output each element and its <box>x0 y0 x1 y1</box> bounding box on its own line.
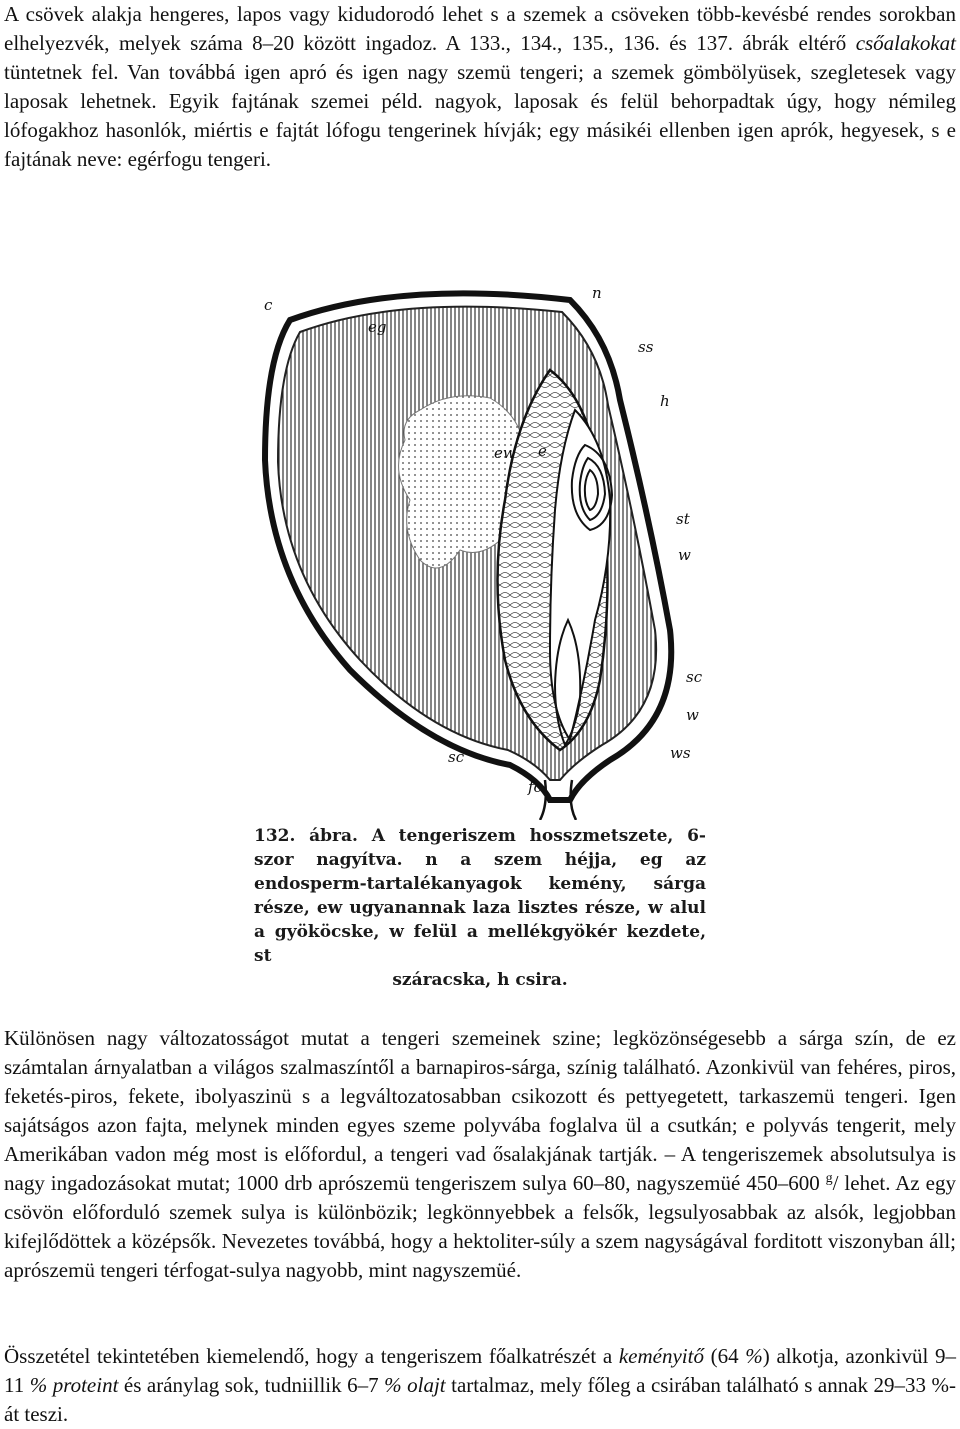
text-run: Összetétel tekintetében kiemelendő, hogy a tengeriszem főalkatrészét a <box>4 1344 619 1368</box>
label-ws: ws <box>670 744 691 762</box>
label-w-lower: w <box>686 706 699 724</box>
kernel-section-figure <box>250 280 720 820</box>
paragraph-intro <box>4 0 956 174</box>
caption-text-end: száracska, h csira. <box>392 970 568 990</box>
text-run: tartalmaz, mely főleg a csirában található s annak 29–33 %-át teszi. <box>4 1373 956 1426</box>
text-run: A csövek alakja hengeres, lapos vagy kidudorodó lehet s a szemek a csöveken több-kevésbé rendes sorokban elhelyezvék, melyek száma 8–20 között ingadoz. A 133., 134., 135., 136. és 137. ábrák eltérő <box>4 2 956 55</box>
text-run: és aránylag sok, tudniillik 6–7 <box>118 1373 385 1397</box>
text-run: Különösen nagy változatosságot mutat a tengeri szemeinek szine; legközönségesebb a sárga szín, de ez számtalan árnyalatban a világos szalmaszíntől a barnapiros-sárga, színig található. Azonkivül van fehéres, piros, feketés-piros, fekete, ibolyaszinü s a legváltozatosabban csikozott és pettyegetett, tarkaszemü tengeri. Igen sajátságos azon fajta, melynek minden egyes szeme polyvába foglalva ül a csutkán; e polyvás tengerit, mely Amerikában vadon még most is előfordul, a tengeri vad ősalakjának tartják. – A tengeriszemek absolutsulya is nagy ingadozásokat mutat; 1000 drb aprószemü tengeriszem sulya 60–80, nagyszemüé 450–600 <box>4 1026 956 1195</box>
label-w-upper: w <box>678 546 691 564</box>
paragraph-color-weight <box>4 1024 956 1285</box>
text-run: / lehet. Az egy csövön előforduló szemek sulya is különbözik; legkönnyebbek a felsők, legsulyosabbak az alsók, legjobban kifejlődöttek a középsők. Nevezetes továbbá, hogy a hektoliter-súly a szem nagyságával forditott viszonyban áll; aprószemü tengeri térfogat-sulya nagyobb, mint nagyszemüé. <box>4 1171 956 1282</box>
superscript-unit: g <box>825 1171 833 1186</box>
italic-term: % olajt <box>384 1373 446 1397</box>
label-n: n <box>592 284 602 302</box>
text-run: ) alkotja, azonkivül 9–11 <box>4 1344 956 1397</box>
label-st: st <box>676 510 690 528</box>
label-c: c <box>264 296 273 314</box>
text-run: tüntetnek fel. Van továbbá igen apró és igen nagy szemü tengeri; a szemek gömbölyüsek, szegletesek vagy laposak lehetnek. Egyik fajtának szemei péld. nagyok, laposak és felül behorpadtak úgy, hogy némileg lófogakhoz hasonlók, miértis e fajtát lófogu tengerinek hívják; egy másikéi ellenben igen aprók, hegyesek, s e fajtának neve: egérfogu tengeri. <box>4 60 956 171</box>
label-eg: eg <box>368 318 387 336</box>
italic-term: keményitő <box>618 1344 704 1368</box>
figure-caption <box>254 824 706 992</box>
label-h: h <box>660 392 670 410</box>
caption-text: 132. ábra. A tengeriszem hosszmetszete, 6-szor nagyítva. n a szem héjja, eg az endosperm-tartalékanyagok kemény, sárga része, ew ugyanannak laza lisztes része, w alul a gyököcske, w felül a mellékgyökér kezdete, st <box>254 826 706 966</box>
italic-term: % proteint <box>29 1373 119 1397</box>
italic-term: % <box>745 1344 763 1368</box>
text-run: (64 <box>703 1344 746 1368</box>
label-sc-left: sc <box>448 748 465 766</box>
label-sc-right: sc <box>686 668 703 686</box>
label-ss: ss <box>638 338 654 356</box>
label-ew: ew <box>494 444 516 462</box>
kernel-section-drawing <box>250 280 720 820</box>
italic-term: csőalakokat <box>855 31 956 55</box>
label-fc: fc <box>528 778 542 796</box>
label-e: e <box>538 442 547 460</box>
paragraph-composition <box>4 1342 956 1429</box>
